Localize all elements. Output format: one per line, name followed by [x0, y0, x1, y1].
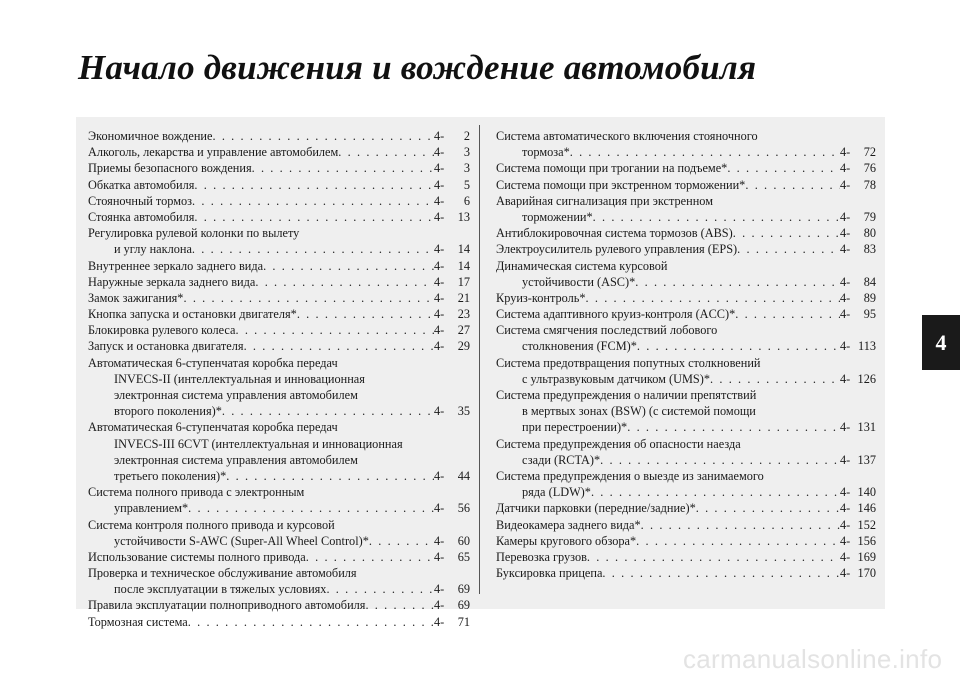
toc-leader-dots: [235, 322, 434, 338]
toc-chapter-prefix: 4-: [434, 614, 445, 629]
toc-entry-title: Правила эксплуатации полноприводного автомобиля: [88, 598, 366, 613]
toc-chapter-prefix: 4-: [840, 452, 851, 467]
toc-entry[interactable]: [496, 517, 876, 533]
toc-entry-title: Система адаптивного круиз-контроля (ACC)*: [496, 307, 736, 322]
toc-chapter-prefix: 4-: [840, 307, 851, 322]
toc-chapter-prefix: 4-: [840, 274, 851, 289]
toc-entry-title: третьего поколения)*: [114, 468, 227, 483]
toc-entry-title: Система предотвращения попутных столкновений: [496, 355, 761, 370]
toc-entry-title: Видеокамера заднего вида*: [496, 517, 641, 532]
toc-page: 69: [457, 582, 470, 597]
toc-entry-title: Алкоголь, лекарства и управление автомобилем: [88, 145, 339, 160]
toc-entry-title: сзади (RCTA)*: [522, 452, 601, 467]
toc-page: 156: [857, 533, 876, 548]
toc-page: 56: [457, 501, 470, 516]
toc-entry-title: Система предупреждения о наличии препятствий: [496, 388, 757, 402]
toc-page-number: [434, 403, 470, 419]
toc-entry[interactable]: [496, 241, 876, 257]
toc-entry-title: Внутреннее зеркало заднего вида: [88, 258, 264, 273]
toc-page-number: [434, 614, 470, 630]
toc-entry-title: Система полного привода с электронным: [88, 485, 305, 500]
toc-chapter-prefix: 4-: [434, 404, 445, 419]
toc-page-number: [840, 500, 876, 516]
toc-entry-title: Запуск и остановка двигателя: [88, 339, 244, 354]
toc-leader-dots: [727, 160, 840, 176]
toc-page-number: [840, 533, 876, 549]
toc-page: 80: [863, 226, 876, 241]
toc-page-number: [840, 484, 876, 500]
toc-entry[interactable]: [496, 290, 876, 306]
toc-page-number: [434, 468, 470, 484]
toc-chapter-prefix: 4-: [434, 193, 445, 208]
toc-chapter-prefix: 4-: [434, 307, 445, 322]
toc-page-number: [434, 144, 470, 160]
toc-entry-title: Камеры кругового обзора*: [496, 533, 637, 548]
toc-entry[interactable]: [496, 549, 876, 565]
toc-chapter-prefix: 4-: [840, 420, 851, 435]
toc-page: 35: [457, 404, 470, 419]
toc-entry[interactable]: [496, 193, 876, 225]
toc-page-number: [434, 241, 470, 257]
toc-page-number: [840, 452, 876, 468]
toc-chapter-prefix: 4-: [434, 339, 445, 354]
toc-page-number: [434, 177, 470, 193]
toc-leader-dots: [194, 177, 434, 193]
toc-entry[interactable]: [496, 177, 876, 193]
toc-chapter-prefix: 4-: [434, 129, 445, 143]
column-divider: [479, 125, 480, 594]
toc-entry-title: электронная система управления автомобилем: [114, 388, 358, 402]
toc-page: 23: [457, 307, 470, 322]
toc-page-number: [840, 177, 876, 193]
toc-entry-title: Автоматическая 6-ступенчатая коробка передач: [88, 420, 338, 435]
toc-page-number: [840, 549, 876, 565]
toc-entry-title: торможении*: [522, 209, 593, 224]
toc-leader-dots: [696, 500, 840, 516]
toc-entry[interactable]: [88, 484, 470, 516]
toc-page-number: [840, 144, 876, 160]
toc-page-number: [434, 209, 470, 225]
toc-page: 3: [463, 145, 470, 160]
toc-entry[interactable]: [496, 500, 876, 516]
toc-leader-dots: [263, 258, 434, 274]
toc-entry[interactable]: [88, 614, 470, 630]
toc-page-number: [434, 322, 470, 338]
toc-page-number: [434, 338, 470, 354]
toc-page-number: [434, 274, 470, 290]
toc-leader-dots: [710, 371, 840, 387]
toc-entry[interactable]: [88, 225, 470, 257]
toc-leader-dots: [226, 468, 434, 484]
toc-entry[interactable]: [88, 419, 470, 484]
toc-chapter-prefix: 4-: [840, 533, 851, 548]
toc-page-number: [434, 549, 470, 565]
toc-entry-title: Система предупреждения о выезде из занимаемого: [496, 468, 764, 483]
toc-entry-title: Перевозка грузов: [496, 549, 587, 564]
toc-entry-title: Круиз-контроль*: [496, 290, 586, 305]
toc-leader-dots: [591, 484, 840, 500]
toc-page-number: [434, 597, 470, 613]
toc-leader-dots: [635, 274, 840, 290]
toc-chapter-prefix: 4-: [840, 145, 851, 160]
toc-leader-dots: [192, 241, 434, 257]
toc-entry[interactable]: [88, 160, 470, 176]
toc-page: 69: [457, 598, 470, 613]
toc-leader-dots: [194, 209, 434, 225]
toc-leader-dots: [587, 549, 840, 565]
toc-entry-title: и углу наклона: [114, 242, 192, 257]
toc-page: 146: [857, 501, 876, 516]
toc-entry-title: устойчивости (ASC)*: [522, 274, 636, 289]
toc-leader-dots: [737, 241, 840, 257]
toc-page: 78: [863, 177, 876, 192]
toc-entry[interactable]: [496, 355, 876, 387]
toc-entry-title: Буксировка прицепа: [496, 566, 603, 581]
toc-entry-title: управлением*: [114, 501, 189, 516]
toc-entry-title: Система предупреждения об опасности наезда: [496, 436, 741, 451]
toc-page: 5: [463, 177, 470, 192]
toc-leader-dots: [306, 549, 434, 565]
toc-entry-title: Система контроля полного привода и курсовой: [88, 517, 335, 532]
toc-page-number: [434, 306, 470, 322]
toc-chapter-prefix: 4-: [434, 258, 445, 273]
toc-page: 126: [857, 371, 876, 386]
toc-page-number: [840, 517, 876, 533]
toc-entry-title: с ультразвуковым датчиком (UMS)*: [522, 371, 711, 386]
toc-leader-dots: [183, 290, 434, 306]
toc-chapter-prefix: 4-: [840, 549, 851, 564]
toc-entry[interactable]: [496, 160, 876, 176]
toc-page-number: [434, 533, 470, 549]
toc-chapter-prefix: 4-: [434, 274, 445, 289]
toc-leader-dots: [745, 177, 840, 193]
toc-entry-title: Замок зажигания*: [88, 290, 184, 305]
toc-entry-title: Датчики парковки (передние/задние)*: [496, 501, 696, 516]
toc-chapter-prefix: 4-: [434, 323, 445, 338]
toc-page-number: [840, 160, 876, 176]
toc-page-number: [434, 160, 470, 176]
toc-entry-title: устойчивости S-AWC (Super-All Wheel Control)*: [114, 533, 369, 548]
toc-entry[interactable]: [88, 290, 470, 306]
toc-entry-title: Стоянка автомобиля: [88, 209, 195, 224]
toc-entry-title: Использование системы полного привода: [88, 549, 306, 564]
toc-leader-dots: [252, 160, 434, 176]
watermark: carmanualsonline.info: [683, 644, 943, 674]
toc-chapter-prefix: 4-: [840, 209, 851, 224]
toc-entry[interactable]: [88, 177, 470, 193]
toc-entry-title: Приемы безопасного вождения: [88, 161, 252, 176]
toc-entry[interactable]: [496, 258, 876, 290]
toc-leader-dots: [600, 452, 840, 468]
toc-leader-dots: [369, 533, 434, 549]
toc-column-left: [88, 128, 470, 630]
toc-leader-dots: [641, 517, 840, 533]
toc-entry-title: Система смягчения последствий лобового: [496, 323, 718, 338]
toc-entry-title: Система помощи при экстренном торможении*: [496, 177, 746, 192]
toc-entry[interactable]: [88, 517, 470, 549]
toc-entry[interactable]: [496, 322, 876, 354]
toc-chapter-prefix: 4-: [840, 177, 851, 192]
toc-page: 137: [857, 452, 876, 467]
toc-chapter-prefix: 4-: [840, 517, 851, 532]
toc-entry[interactable]: [496, 128, 876, 160]
toc-leader-dots: [188, 500, 434, 516]
toc-page: 17: [457, 274, 470, 289]
toc-chapter-prefix: 4-: [434, 242, 445, 257]
toc-entry-title: Обкатка автомобиля: [88, 177, 195, 192]
toc-page: 76: [863, 161, 876, 176]
toc-page-number: [434, 290, 470, 306]
toc-entry[interactable]: [496, 387, 876, 436]
toc-page-number: [840, 371, 876, 387]
toc-entry[interactable]: [88, 144, 470, 160]
toc-page: 6: [463, 193, 470, 208]
toc-page: 71: [457, 614, 470, 629]
toc-page: 83: [863, 242, 876, 257]
toc-entry-title: Наружные зеркала заднего вида: [88, 274, 256, 289]
toc-entry[interactable]: [496, 533, 876, 549]
toc-chapter-prefix: 4-: [434, 145, 445, 160]
toc-entry-title: INVECS-III 6CVT (интеллектуальная и инновационная: [114, 436, 403, 451]
toc-entry-title: тормоза*: [522, 145, 570, 160]
toc-page: 113: [858, 339, 876, 354]
toc-page: 2: [463, 129, 470, 143]
toc-entry-title: INVECS-II (интеллектуальная и инновационная: [114, 371, 365, 386]
toc-leader-dots: [222, 403, 434, 419]
toc-entry[interactable]: [496, 306, 876, 322]
toc-leader-dots: [212, 128, 434, 144]
toc-chapter-prefix: 4-: [840, 290, 851, 305]
toc-entry-title: Стояночный тормоз: [88, 193, 193, 208]
toc-column-right: [496, 128, 876, 581]
toc-entry[interactable]: [496, 436, 876, 468]
toc-leader-dots: [188, 614, 434, 630]
toc-leader-dots: [326, 581, 434, 597]
toc-entry-title: Система автоматического включения стояночного: [496, 129, 758, 143]
page-title: Начало движения и вождение автомобиля: [78, 48, 757, 87]
toc-leader-dots: [593, 209, 840, 225]
toc-leader-dots: [733, 225, 840, 241]
toc-entry-title: Автоматическая 6-ступенчатая коробка передач: [88, 355, 338, 370]
toc-entry-title: ряда (LDW)*: [522, 485, 591, 500]
toc-chapter-prefix: 4-: [434, 209, 445, 224]
toc-entry-title: электронная система управления автомобилем: [114, 452, 358, 467]
toc-chapter-prefix: 4-: [840, 501, 851, 516]
toc-leader-dots: [636, 533, 840, 549]
toc-page: 27: [457, 323, 470, 338]
toc-page: 131: [857, 420, 876, 435]
toc-entry[interactable]: [496, 468, 876, 500]
toc-entry-title: Регулировка рулевой колонки по вылету: [88, 226, 300, 241]
toc-chapter-prefix: 4-: [840, 566, 851, 581]
toc-page-number: [840, 209, 876, 225]
toc-page: 79: [863, 209, 876, 224]
toc-chapter-prefix: 4-: [434, 468, 445, 483]
toc-leader-dots: [602, 565, 840, 581]
toc-page-number: [434, 193, 470, 209]
toc-page: 21: [457, 290, 470, 305]
toc-chapter-prefix: 4-: [840, 339, 851, 354]
toc-entry[interactable]: [88, 549, 470, 565]
toc-chapter-prefix: 4-: [434, 598, 445, 613]
toc-leader-dots: [627, 419, 840, 435]
toc-chapter-prefix: 4-: [434, 290, 445, 305]
toc-entry[interactable]: [88, 338, 470, 354]
toc-chapter-prefix: 4-: [434, 177, 445, 192]
toc-page: 44: [457, 468, 470, 483]
toc-page-number: [840, 419, 876, 435]
toc-entry-title: Аварийная сигнализация при экстренном: [496, 193, 713, 208]
toc-page: 14: [457, 242, 470, 257]
toc-page: 169: [857, 549, 876, 564]
toc-entry-title: Электроусилитель рулевого управления (EPS): [496, 242, 738, 257]
toc-page: 84: [863, 274, 876, 289]
toc-entry-title: Тормозная система: [88, 614, 188, 629]
toc-page-number: [840, 241, 876, 257]
toc-entry[interactable]: [88, 258, 470, 274]
toc-entry-title: Динамическая система курсовой: [496, 258, 668, 273]
toc-page-number: [840, 338, 876, 354]
toc-chapter-prefix: 4-: [434, 161, 445, 176]
toc-chapter-prefix: 4-: [434, 533, 445, 548]
toc-page-number: [840, 274, 876, 290]
toc-entry-title: Блокировка рулевого колеса: [88, 323, 236, 338]
toc-entry[interactable]: [88, 128, 470, 144]
toc-page: 95: [863, 307, 876, 322]
toc-entry-title: Антиблокировочная система тормозов (ABS): [496, 226, 733, 241]
toc-page-number: [840, 290, 876, 306]
toc-leader-dots: [338, 144, 434, 160]
toc-page: 72: [863, 145, 876, 160]
toc-entry-title: второго поколения)*: [114, 404, 222, 419]
toc-leader-dots: [365, 597, 434, 613]
toc-page-number: [840, 225, 876, 241]
toc-page-number: [434, 128, 470, 144]
toc-page-number: [434, 500, 470, 516]
toc-entry-title: Экономичное вождение: [88, 129, 213, 143]
toc-leader-dots: [244, 338, 434, 354]
toc-leader-dots: [570, 144, 840, 160]
toc-page: 14: [457, 258, 470, 273]
toc-entry[interactable]: [88, 565, 470, 597]
toc-entry[interactable]: [88, 322, 470, 338]
toc-chapter-prefix: 4-: [840, 226, 851, 241]
toc-entry-title: Система помощи при трогании на подъеме*: [496, 161, 728, 176]
toc-entry[interactable]: [88, 597, 470, 613]
toc-entry[interactable]: [88, 209, 470, 225]
toc-chapter-prefix: 4-: [840, 161, 851, 176]
toc-page: 3: [463, 161, 470, 176]
toc-chapter-prefix: 4-: [434, 549, 445, 564]
toc-page: 29: [457, 339, 470, 354]
toc-entry-title: Кнопка запуска и остановки двигателя*: [88, 307, 297, 322]
toc-page-number: [840, 565, 876, 581]
toc-page-number: [434, 258, 470, 274]
toc-page-number: [434, 581, 470, 597]
toc-leader-dots: [192, 193, 434, 209]
toc-entry-title: при перестроении)*: [522, 420, 628, 435]
toc-page: 65: [457, 549, 470, 564]
toc-page: 140: [857, 485, 876, 500]
toc-entry-title: Проверка и техническое обслуживание автомобиля: [88, 566, 357, 581]
toc-entry[interactable]: [88, 306, 470, 322]
toc-entry-title: столкновения (FCM)*: [522, 339, 637, 354]
toc-entry[interactable]: [88, 193, 470, 209]
toc-chapter-prefix: 4-: [434, 501, 445, 516]
toc-page: 13: [457, 209, 470, 224]
toc-page: 89: [863, 290, 876, 305]
toc-page: 60: [457, 533, 470, 548]
toc-chapter-prefix: 4-: [434, 582, 445, 597]
toc-leader-dots: [637, 338, 840, 354]
toc-entry[interactable]: [88, 355, 470, 420]
toc-chapter-prefix: 4-: [840, 371, 851, 386]
toc-entry[interactable]: [496, 565, 876, 581]
toc-page-number: [840, 306, 876, 322]
toc-chapter-prefix: 4-: [840, 485, 851, 500]
toc-entry-title: после эксплуатации в тяжелых условиях: [114, 582, 327, 597]
toc-chapter-prefix: 4-: [840, 242, 851, 257]
toc-leader-dots: [586, 290, 840, 306]
toc-leader-dots: [735, 306, 840, 322]
toc-page: 152: [857, 517, 876, 532]
toc-entry[interactable]: [88, 274, 470, 290]
toc-entry[interactable]: [496, 225, 876, 241]
toc-entry-title: в мертвых зонах (BSW) (с системой помощи: [522, 404, 756, 419]
toc-page: 170: [857, 566, 876, 581]
chapter-tab[interactable]: 4: [922, 315, 960, 370]
toc-leader-dots: [297, 306, 434, 322]
toc-leader-dots: [255, 274, 434, 290]
